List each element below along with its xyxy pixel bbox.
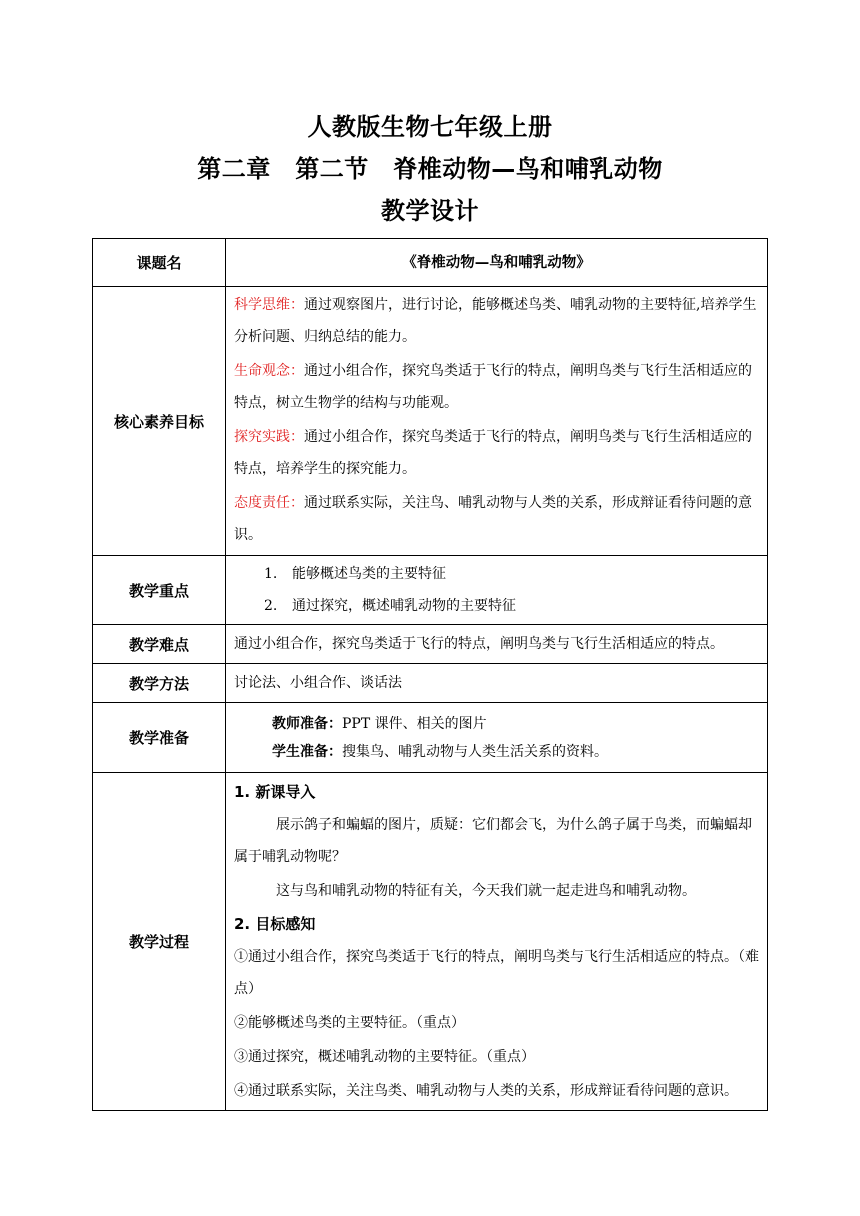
target-item: ②能够概述鸟类的主要特征。（重点） bbox=[234, 1015, 465, 1031]
lesson-plan-table bbox=[92, 238, 768, 1111]
goal-text: 通过小组合作，探究鸟类适于飞行的特点，阐明鸟类与飞行生活相适应的特点，培养学生的探究能力。 bbox=[234, 429, 752, 477]
cell-process bbox=[226, 773, 768, 1111]
goal-item bbox=[234, 421, 759, 485]
label-key-points: 教学重点 bbox=[93, 556, 226, 625]
difficulty-value: 通过小组合作，探究鸟类适于飞行的特点，阐明鸟类与飞行生活相适应的特点。 bbox=[234, 636, 724, 652]
label-topic: 课题名 bbox=[93, 239, 226, 287]
target-item: ④通过联系实际，关注鸟类、哺乳动物与人类的关系，形成辩证看待问题的意识。 bbox=[234, 1083, 738, 1099]
label-difficulty: 教学难点 bbox=[93, 625, 226, 664]
row-process bbox=[93, 773, 768, 1111]
student-preparation bbox=[234, 742, 759, 762]
student-prep-text: 搜集鸟、哺乳动物与人类生活关系的资料。 bbox=[342, 743, 608, 760]
label-preparation: 教学准备 bbox=[93, 703, 226, 773]
list-text: 能够概述鸟类的主要特征 bbox=[292, 566, 446, 582]
document-title-chapter: 第二章 第二节 脊椎动物—鸟和哺乳动物 bbox=[197, 155, 663, 183]
cell-methods bbox=[226, 664, 768, 703]
goal-key: 探究实践： bbox=[234, 429, 304, 445]
intro-paragraph: 这与鸟和哺乳动物的特征有关，今天我们就一起走进鸟和哺乳动物。 bbox=[276, 883, 696, 899]
goal-item bbox=[234, 289, 759, 353]
teacher-preparation bbox=[234, 714, 759, 734]
list-number: 1. bbox=[264, 566, 278, 582]
intro-paragraph: 展示鸽子和蝙蝠的图片，质疑：它们都会飞，为什么鸽子属于鸟类，而蝙蝠却属于哺乳动物呢？ bbox=[234, 817, 752, 865]
document-title-type: 教学设计 bbox=[381, 197, 479, 225]
goal-key: 生命观念： bbox=[234, 363, 304, 379]
section-title: 1. 新课导入 bbox=[234, 783, 316, 801]
document-header bbox=[0, 106, 860, 232]
goal-item bbox=[234, 487, 759, 551]
label-process: 教学过程 bbox=[93, 773, 226, 1111]
methods-value: 讨论法、小组合作、谈话法 bbox=[234, 675, 402, 691]
goal-key: 科学思维： bbox=[234, 297, 304, 313]
teacher-prep-key: 教师准备： bbox=[272, 715, 342, 732]
student-prep-key: 学生准备： bbox=[272, 743, 342, 760]
topic-value: 《脊椎动物—鸟和哺乳动物》 bbox=[402, 254, 591, 271]
label-goals: 核心素养目标 bbox=[93, 287, 226, 556]
row-preparation bbox=[93, 703, 768, 773]
cell-topic bbox=[226, 239, 768, 287]
row-topic bbox=[93, 239, 768, 287]
label-methods: 教学方法 bbox=[93, 664, 226, 703]
cell-key-points bbox=[226, 556, 768, 625]
list-text: 通过探究，概述哺乳动物的主要特征 bbox=[292, 598, 516, 614]
target-item: ③通过探究，概述哺乳动物的主要特征。（重点） bbox=[234, 1049, 535, 1065]
section-title: 2. 目标感知 bbox=[234, 915, 316, 933]
row-difficulty bbox=[93, 625, 768, 664]
row-goals bbox=[93, 287, 768, 556]
row-methods bbox=[93, 664, 768, 703]
list-item bbox=[234, 590, 759, 622]
goal-text: 通过观察图片，进行讨论，能够概述鸟类、哺乳动物的主要特征,培养学生分析问题、归纳总结的能力。 bbox=[234, 297, 757, 345]
document-title-textbook: 人教版生物七年级上册 bbox=[307, 113, 553, 141]
cell-goals bbox=[226, 287, 768, 556]
goal-key: 态度责任： bbox=[234, 495, 304, 511]
cell-difficulty bbox=[226, 625, 768, 664]
target-item: ①通过小组合作，探究鸟类适于飞行的特点，阐明鸟类与飞行生活相适应的特点。（难点） bbox=[234, 949, 759, 997]
cell-preparation bbox=[226, 703, 768, 773]
list-number: 2. bbox=[264, 598, 278, 614]
goal-item bbox=[234, 355, 759, 419]
goal-text: 通过小组合作，探究鸟类适于飞行的特点，阐明鸟类与飞行生活相适应的特点，树立生物学的结构与功能观。 bbox=[234, 363, 752, 411]
teacher-prep-text: PPT 课件、相关的图片 bbox=[342, 715, 487, 732]
row-key-points bbox=[93, 556, 768, 625]
list-item bbox=[234, 558, 759, 590]
goal-text: 通过联系实际，关注鸟、哺乳动物与人类的关系，形成辩证看待问题的意识。 bbox=[234, 495, 752, 543]
